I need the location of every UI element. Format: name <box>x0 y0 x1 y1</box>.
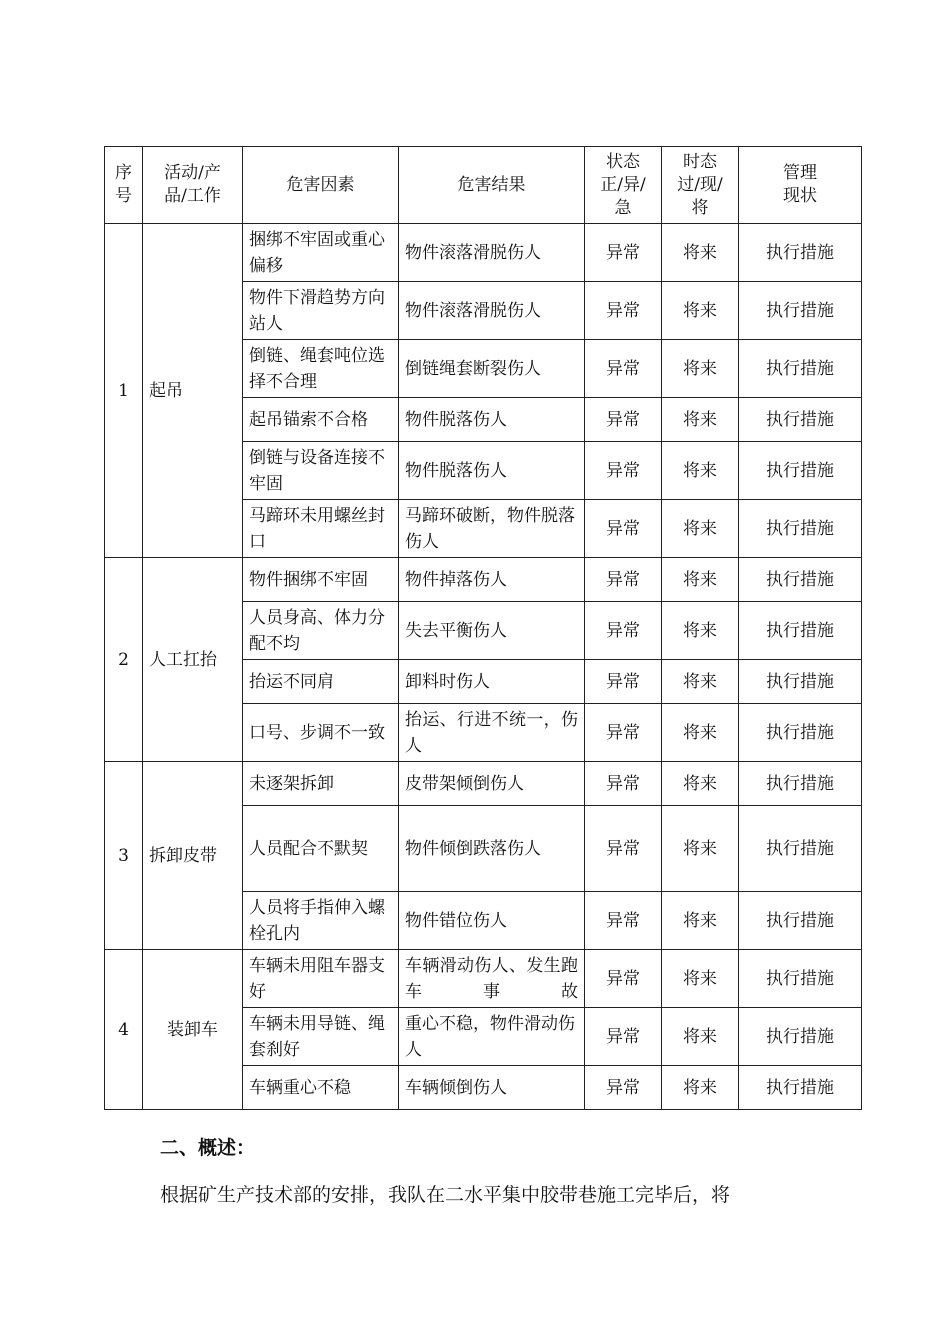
tense-cell: 将来 <box>662 762 739 806</box>
section-paragraph: 根据矿生产技术部的安排，我队在二水平集中胶带巷施工完毕后，将 <box>160 1184 731 1206</box>
state-cell: 异常 <box>585 660 662 704</box>
hazard-cell: 人员将手指伸入螺栓孔内 <box>243 892 399 950</box>
tense-cell: 将来 <box>662 602 739 660</box>
state-cell: 异常 <box>585 282 662 340</box>
result-cell: 车辆滑动伤人、发生跑车事故 <box>399 950 585 1008</box>
hazard-cell: 车辆重心不稳 <box>243 1066 399 1110</box>
hazard-cell: 物件捆绑不牢固 <box>243 558 399 602</box>
state-cell: 异常 <box>585 1066 662 1110</box>
mgmt-cell: 执行措施 <box>739 1008 862 1066</box>
group-seq: 3 <box>105 762 143 950</box>
state-cell: 异常 <box>585 340 662 398</box>
mgmt-cell: 执行措施 <box>739 950 862 1008</box>
tense-cell: 将来 <box>662 500 739 558</box>
tense-cell: 将来 <box>662 892 739 950</box>
result-cell: 车辆倾倒伤人 <box>399 1066 585 1110</box>
state-cell: 异常 <box>585 762 662 806</box>
mgmt-cell: 执行措施 <box>739 1066 862 1110</box>
header-tense: 时态 过/现/ 将 <box>662 147 739 224</box>
table-row <box>105 950 862 1008</box>
hazard-cell: 物件下滑趋势方向站人 <box>243 282 399 340</box>
header-hazard: 危害因素 <box>243 147 399 224</box>
hazard-cell: 未逐架拆卸 <box>243 762 399 806</box>
tense-cell: 将来 <box>662 950 739 1008</box>
group-activity: 起吊 <box>143 224 243 558</box>
group-activity: 人工扛抬 <box>143 558 243 762</box>
result-cell: 物件滚落滑脱伤人 <box>399 224 585 282</box>
tense-cell: 将来 <box>662 442 739 500</box>
result-cell: 倒链绳套断裂伤人 <box>399 340 585 398</box>
state-cell: 异常 <box>585 558 662 602</box>
group-seq: 4 <box>105 950 143 1110</box>
header-result: 危害结果 <box>399 147 585 224</box>
state-cell: 异常 <box>585 602 662 660</box>
table-row <box>105 762 862 806</box>
header-row <box>105 147 862 224</box>
tense-cell: 将来 <box>662 1008 739 1066</box>
header-activity: 活动/产 品/工作 <box>143 147 243 224</box>
tense-cell: 将来 <box>662 558 739 602</box>
mgmt-cell: 执行措施 <box>739 892 862 950</box>
hazard-cell: 车辆未用阻车器支好 <box>243 950 399 1008</box>
hazard-cell: 口号、步调不一致 <box>243 704 399 762</box>
group-activity: 装卸车 <box>143 950 243 1110</box>
group-activity: 拆卸皮带 <box>143 762 243 950</box>
tense-cell: 将来 <box>662 660 739 704</box>
result-cell: 皮带架倾倒伤人 <box>399 762 585 806</box>
header-state: 状态 正/异/ 急 <box>585 147 662 224</box>
hazard-cell: 人员配合不默契 <box>243 806 399 892</box>
table-body <box>105 224 862 1110</box>
mgmt-cell: 执行措施 <box>739 500 862 558</box>
group-seq: 2 <box>105 558 143 762</box>
mgmt-cell: 执行措施 <box>739 224 862 282</box>
mgmt-cell: 执行措施 <box>739 558 862 602</box>
state-cell: 异常 <box>585 950 662 1008</box>
mgmt-cell: 执行措施 <box>739 398 862 442</box>
mgmt-cell: 执行措施 <box>739 282 862 340</box>
result-cell: 物件倾倒跌落伤人 <box>399 806 585 892</box>
tense-cell: 将来 <box>662 806 739 892</box>
result-cell: 物件脱落伤人 <box>399 398 585 442</box>
tense-cell: 将来 <box>662 224 739 282</box>
section-heading: 二、概述： <box>160 1137 256 1159</box>
result-cell: 失去平衡伤人 <box>399 602 585 660</box>
tense-cell: 将来 <box>662 398 739 442</box>
hazard-cell: 马蹄环未用螺丝封口 <box>243 500 399 558</box>
state-cell: 异常 <box>585 704 662 762</box>
group-seq: 1 <box>105 224 143 558</box>
hazard-cell: 车辆未用导链、绳套刹好 <box>243 1008 399 1066</box>
table-row <box>105 558 862 602</box>
tense-cell: 将来 <box>662 340 739 398</box>
state-cell: 异常 <box>585 224 662 282</box>
header-mgmt: 管理 现状 <box>739 147 862 224</box>
table-row <box>105 224 862 282</box>
mgmt-cell: 执行措施 <box>739 340 862 398</box>
mgmt-cell: 执行措施 <box>739 806 862 892</box>
mgmt-cell: 执行措施 <box>739 602 862 660</box>
result-cell: 物件脱落伤人 <box>399 442 585 500</box>
state-cell: 异常 <box>585 806 662 892</box>
tense-cell: 将来 <box>662 282 739 340</box>
result-cell: 卸料时伤人 <box>399 660 585 704</box>
state-cell: 异常 <box>585 1008 662 1066</box>
mgmt-cell: 执行措施 <box>739 762 862 806</box>
tense-cell: 将来 <box>662 1066 739 1110</box>
tense-cell: 将来 <box>662 704 739 762</box>
hazard-cell: 捆绑不牢固或重心偏移 <box>243 224 399 282</box>
mgmt-cell: 执行措施 <box>739 704 862 762</box>
result-cell: 物件错位伤人 <box>399 892 585 950</box>
hazard-cell: 抬运不同肩 <box>243 660 399 704</box>
mgmt-cell: 执行措施 <box>739 442 862 500</box>
hazard-cell: 倒链、绳套吨位选择不合理 <box>243 340 399 398</box>
hazard-cell: 起吊锚索不合格 <box>243 398 399 442</box>
mgmt-cell: 执行措施 <box>739 660 862 704</box>
result-cell: 物件掉落伤人 <box>399 558 585 602</box>
state-cell: 异常 <box>585 500 662 558</box>
state-cell: 异常 <box>585 892 662 950</box>
hazard-cell: 倒链与设备连接不牢固 <box>243 442 399 500</box>
result-cell: 物件滚落滑脱伤人 <box>399 282 585 340</box>
hazard-cell: 人员身高、体力分配不均 <box>243 602 399 660</box>
result-cell: 马蹄环破断，物件脱落伤人 <box>399 500 585 558</box>
result-cell: 重心不稳，物件滑动伤人 <box>399 1008 585 1066</box>
state-cell: 异常 <box>585 398 662 442</box>
header-seq: 序 号 <box>105 147 143 224</box>
result-cell: 抬运、行进不统一，伤人 <box>399 704 585 762</box>
hazard-table <box>104 146 862 1110</box>
state-cell: 异常 <box>585 442 662 500</box>
